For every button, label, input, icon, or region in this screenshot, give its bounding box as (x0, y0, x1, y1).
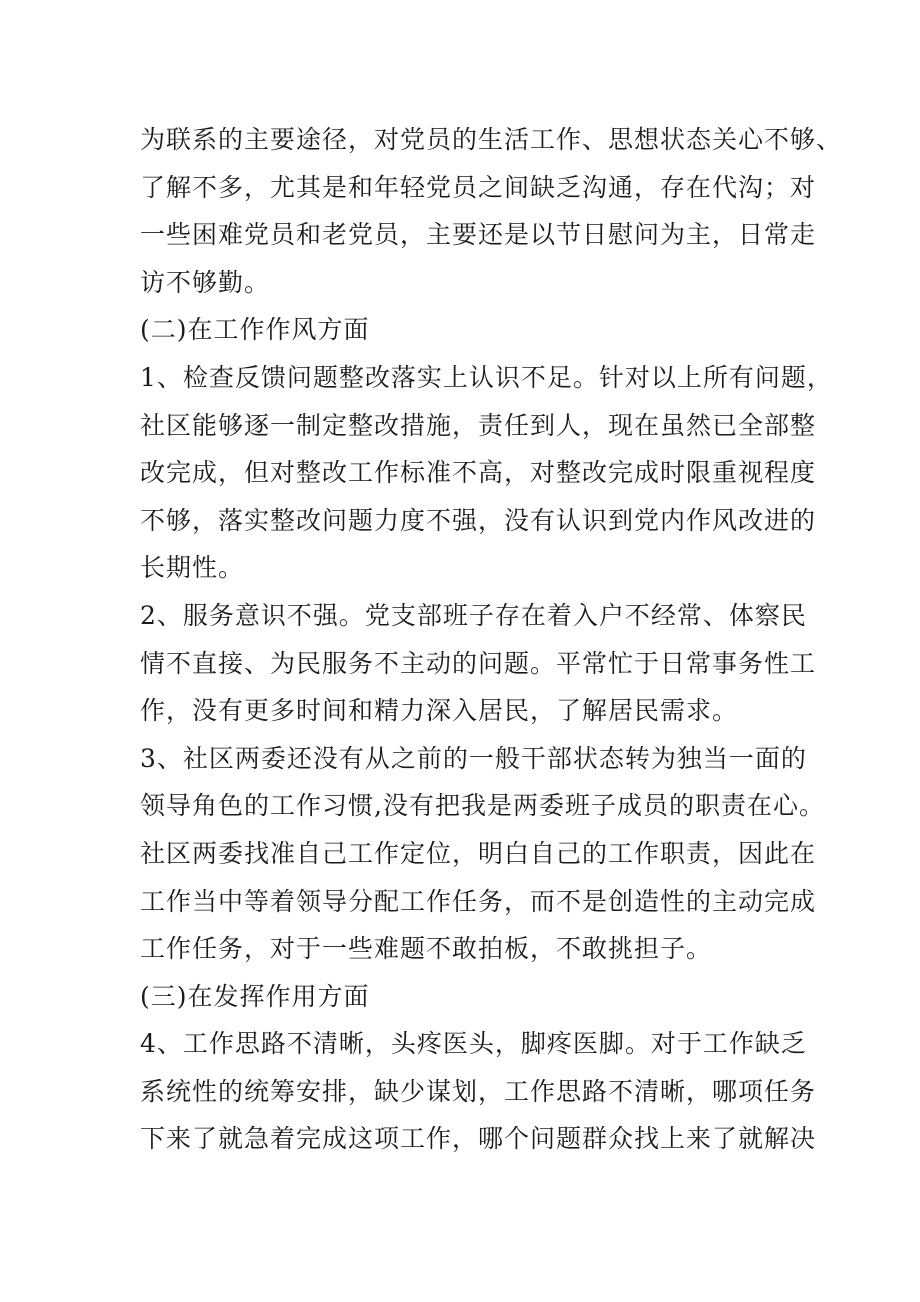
text-line: 社区两委找准自己工作定位，明白自己的工作职责，因此在 (140, 838, 817, 868)
text-line: 领导角色的工作习惯,没有把我是两委班子成员的职责在心。 (140, 791, 825, 821)
text-line: 社区能够逐一制定整改措施，责任到人，现在虽然已全部整 (140, 410, 817, 440)
section-heading: (二)在工作作风方面 (140, 315, 370, 345)
text-line: 情不直接、为民服务不主动的问题。平常忙于日常事务性工 (140, 648, 817, 678)
text-line: 了解不多，尤其是和年轻党员之间缺乏沟通，存在代沟；对 (140, 172, 817, 202)
paragraph-item-2 (140, 592, 817, 735)
text-line: 下来了就急着完成这项工作，哪个问题群众找上来了就解决 (140, 1124, 817, 1154)
paragraph-item-4 (140, 1020, 817, 1163)
text-line: 2、服务意识不强。党支部班子存在着入户不经常、体察民 (140, 600, 807, 630)
text-line: 改完成，但对整改工作标准不高，对整改完成时限重视程度 (140, 458, 817, 488)
text-line: 一些困难党员和老党员，主要还是以节日慰问为主，日常走 (140, 220, 817, 250)
paragraph-item-1 (140, 354, 833, 592)
text-line: 不够，落实整改问题力度不强，没有认识到党内作风改进的 (140, 505, 817, 535)
text-line: 作，没有更多时间和精力深入居民，了解居民需求。 (140, 696, 739, 726)
text-line: 访不够勤。 (140, 267, 271, 297)
text-line: 系统性的统筹安排，缺少谋划，工作思路不清晰，哪项任务 (140, 1076, 817, 1106)
text-line: 工作当中等着领导分配工作任务，而不是创造性的主动完成 (140, 886, 817, 916)
section-heading: (三)在发挥作用方面 (140, 981, 370, 1011)
paragraph-party-contact (140, 116, 843, 306)
text-line: 1、检查反馈问题整改落实上认识不足。针对以上所有问题， (140, 362, 833, 392)
document-body (140, 116, 843, 1163)
paragraph-item-3 (140, 735, 825, 973)
section-heading-role (140, 973, 790, 1021)
text-line: 长期性。 (140, 553, 245, 583)
text-line: 4、工作思路不清晰，头疼医头，脚疼医脚。对于工作缺乏 (140, 1029, 807, 1059)
text-line: 3、社区两委还没有从之前的一般干部状态转为独当一面的 (140, 743, 807, 773)
section-heading-work-style (140, 306, 790, 354)
text-line: 工作任务，对于一些难题不敢拍板，不敢挑担子。 (140, 934, 713, 964)
text-line: 为联系的主要途径，对党员的生活工作、思想状态关心不够、 (140, 125, 843, 154)
